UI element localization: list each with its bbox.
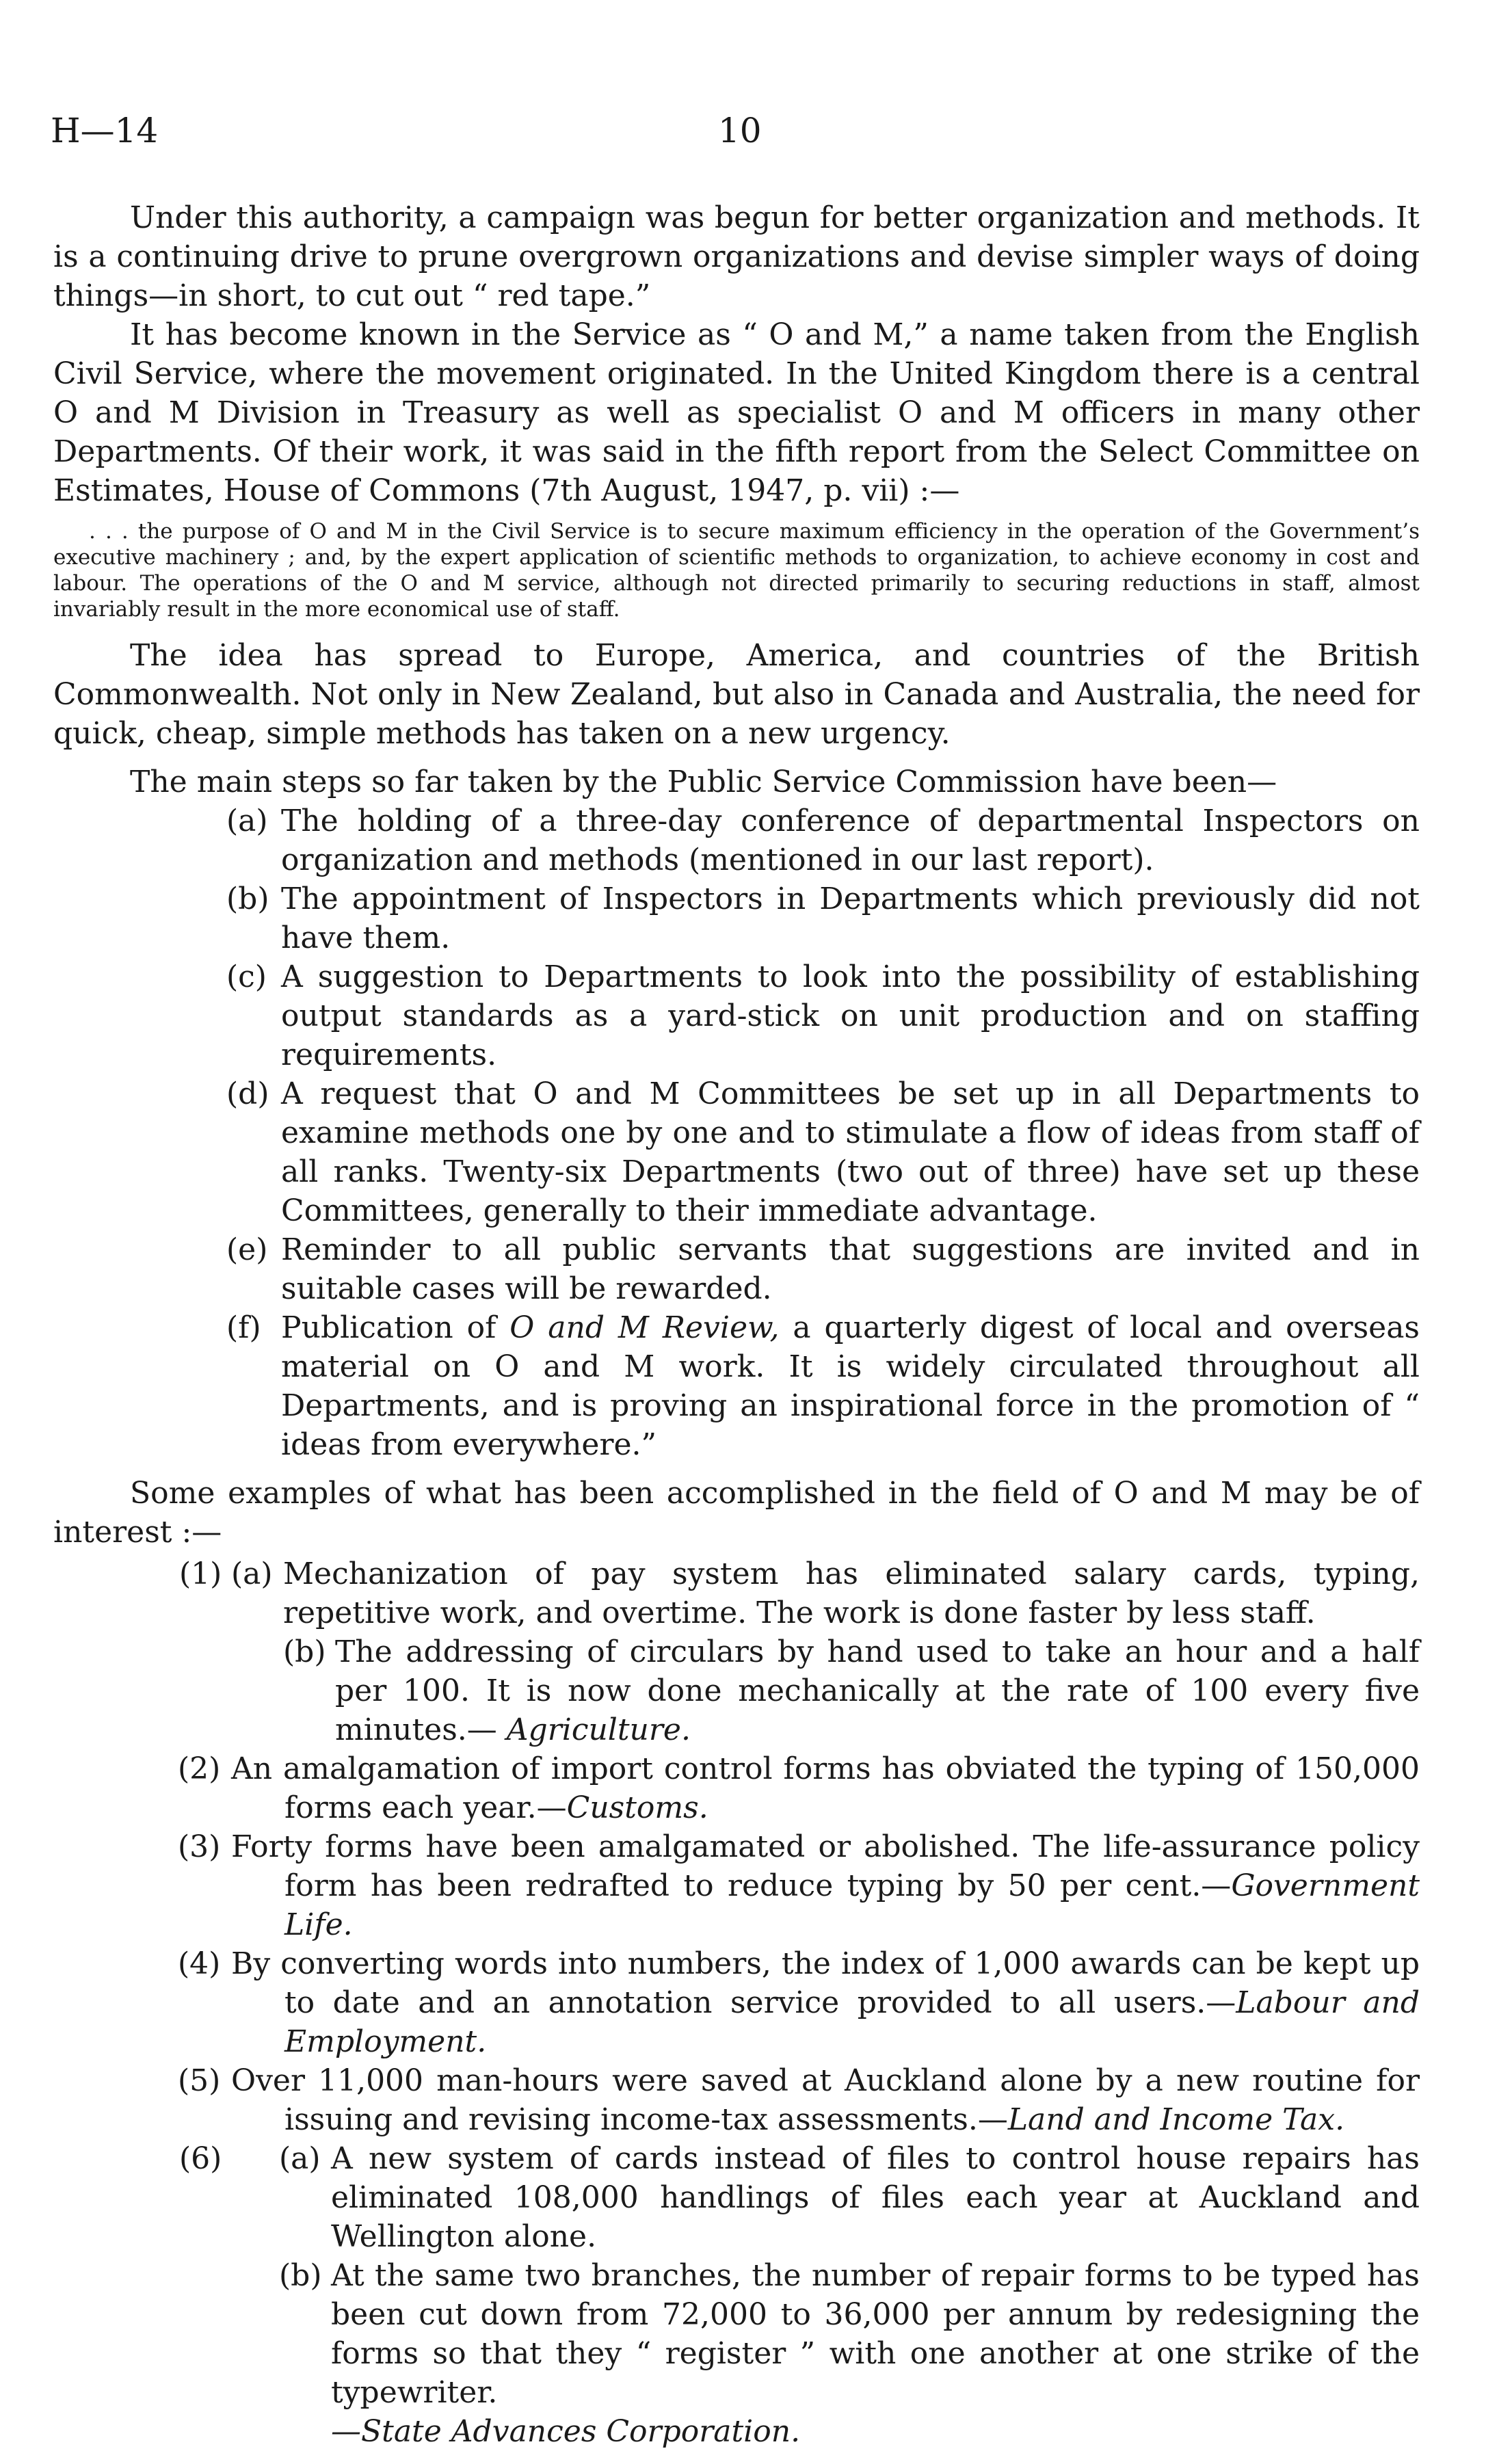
page-number: 10 [718, 111, 762, 150]
paragraph-main-steps: The main steps so far taken by the Public Service Commission have been— [130, 765, 1277, 799]
item-text: Reminder to all public servants that suggestions are invited and in suitable cases will be rewarded. [281, 1232, 1420, 1306]
item-label: (a) [226, 804, 268, 838]
paragraph-o-and-m-origin: It has become known in the Service as “ O and M,” a name taken from the English Civil Service, where the movement originated. In the United Kingdom there is a central O and M Division in Treasury as well as specialist O and M officers in many other Departments. Of their work, it was said in the fifth report from the Select Committee on Estimates, House of Commons (7th August, 1947, p. vii) :— [53, 317, 1420, 508]
example-number: (5) [178, 2063, 221, 2098]
example-5 [53, 2061, 1420, 2139]
item-text: The appointment of Inspectors in Departments which previously did not have them. [281, 882, 1420, 955]
document-code: H—14 [51, 111, 159, 150]
department-name: —State Advances Corporation. [331, 2414, 801, 2449]
department-name: Government Life. [284, 1868, 1420, 1942]
item-label: (a) [231, 1556, 273, 1591]
list-item [53, 801, 1420, 879]
item-text: A new system of cards instead of files to control house repairs has eliminated 108,000 handlings of files each year at Auckland and Wellington alone. [331, 2141, 1420, 2254]
paragraph-campaign: Under this authority, a campaign was begun for better organization and methods. It is a continuing drive to prune overgrown organizations and devise simpler ways of doing things—in short, to cut out “ red tape.” [53, 200, 1420, 313]
item-text: Mechanization of pay system has eliminated salary cards, typing, repetitive work, and overtime. The work is done faster by less staff. [283, 1556, 1420, 1630]
department-name: Land and Income Tax. [1007, 2102, 1345, 2137]
example-number: (3) [178, 1829, 221, 1864]
example-1 [53, 1554, 1420, 1749]
examples-list [53, 1554, 1420, 2451]
steps-list [53, 801, 1420, 1464]
example-6a [233, 2139, 1420, 2256]
item-text: By converting words into numbers, the index of 1,000 awards can be kept up to date and an annotation service provided to all users.— [231, 1946, 1420, 2020]
body-text [53, 198, 1420, 2451]
list-item [53, 1074, 1420, 1230]
item-label: (d) [226, 1076, 269, 1111]
example-number: (2) [178, 1751, 221, 1786]
example-4 [53, 1944, 1420, 2061]
item-text: A suggestion to Departments to look into the possibility of establishing output standards as a yard-stick on unit production and on staffing requirements. [281, 959, 1420, 1072]
item-label: (c) [226, 959, 267, 994]
department-name: Labour and Employment. [284, 1985, 1420, 2059]
example-number: (1) [179, 1556, 222, 1591]
list-item [53, 957, 1420, 1074]
example-6 [53, 2139, 1420, 2451]
item-text: Publication of [281, 1310, 510, 1345]
item-label: (b) [279, 2258, 322, 2293]
item-label: (a) [279, 2141, 321, 2176]
item-text: At the same two branches, the number of repair forms to be typed has been cut down from 72,000 to 36,000 per annum by redesigning the forms so that they “ register ” with one another at one strike of the typewriter. [331, 2258, 1420, 2410]
item-text: Over 11,000 man-hours were saved at Auckland alone by a new routine for issuing and revising income-tax assessments.— [231, 2063, 1420, 2137]
publication-title: O and M Review, [509, 1310, 780, 1345]
block-quote: . . . the purpose of O and M in the Civil Service is to secure maximum efficiency in the operation of the Government’s executive machinery ; and, by the expert application of scientific methods to organization, to achieve economy in cost and labour. The operations of the O and M service, although not directed primarily to securing reductions in staff, almost invariably result in the more economical use of staff. [53, 519, 1420, 622]
list-item [53, 1308, 1420, 1464]
item-text: The addressing of circulars by hand used to take an hour and a half per 100. It is now done mechanically at the rate of 100 every five minutes.— [335, 1634, 1420, 1747]
item-label: (b) [226, 882, 269, 916]
list-item [53, 879, 1420, 957]
item-text: An amalgamation of import control forms has obviated the typing of 150,000 forms each year.— [231, 1751, 1420, 1825]
item-label: (e) [226, 1232, 268, 1267]
item-label: (b) [283, 1634, 326, 1669]
department-name: Customs. [566, 1790, 708, 1825]
item-text-continued: a quarterly digest of local and overseas material on O and M work. It is widely circulated throughout all Departments, and is proving an inspirational force in the promotion of “ ideas from everywhere.” [281, 1310, 1420, 1462]
list-item [53, 1230, 1420, 1308]
example-2 [53, 1749, 1420, 1827]
example-number: (6) [179, 2141, 222, 2176]
paragraph-examples-intro: Some examples of what has been accomplished in the field of O and M may be of interest :— [53, 1476, 1420, 1550]
item-text: A request that O and M Committees be set up in all Departments to examine methods one by one and to stimulate a flow of ideas from staff of all ranks. Twenty-six Departments (two out of three) have set up these Committees, generally to their immediate advantage. [281, 1076, 1420, 1228]
example-number: (4) [178, 1946, 221, 1981]
example-1b [283, 1632, 1420, 1749]
item-text: Forty forms have been amalgamated or abolished. The life-assurance policy form has been redrafted to reduce typing by 50 per cent.— [231, 1829, 1420, 1903]
item-text: The holding of a three-day conference of departmental Inspectors on organization and methods (mentioned in our last report). [281, 804, 1420, 877]
department-name: Agriculture. [506, 1712, 691, 1747]
item-label: (f) [226, 1310, 261, 1345]
paragraph-spread: The idea has spread to Europe, America, and countries of the British Commonwealth. Not only in New Zealand, but also in Canada and Australia, the need for quick, cheap, simple methods has taken on a new urgency. [53, 638, 1420, 751]
example-3 [53, 1827, 1420, 1944]
example-6b [233, 2256, 1420, 2451]
example-1a [231, 1554, 1420, 1632]
